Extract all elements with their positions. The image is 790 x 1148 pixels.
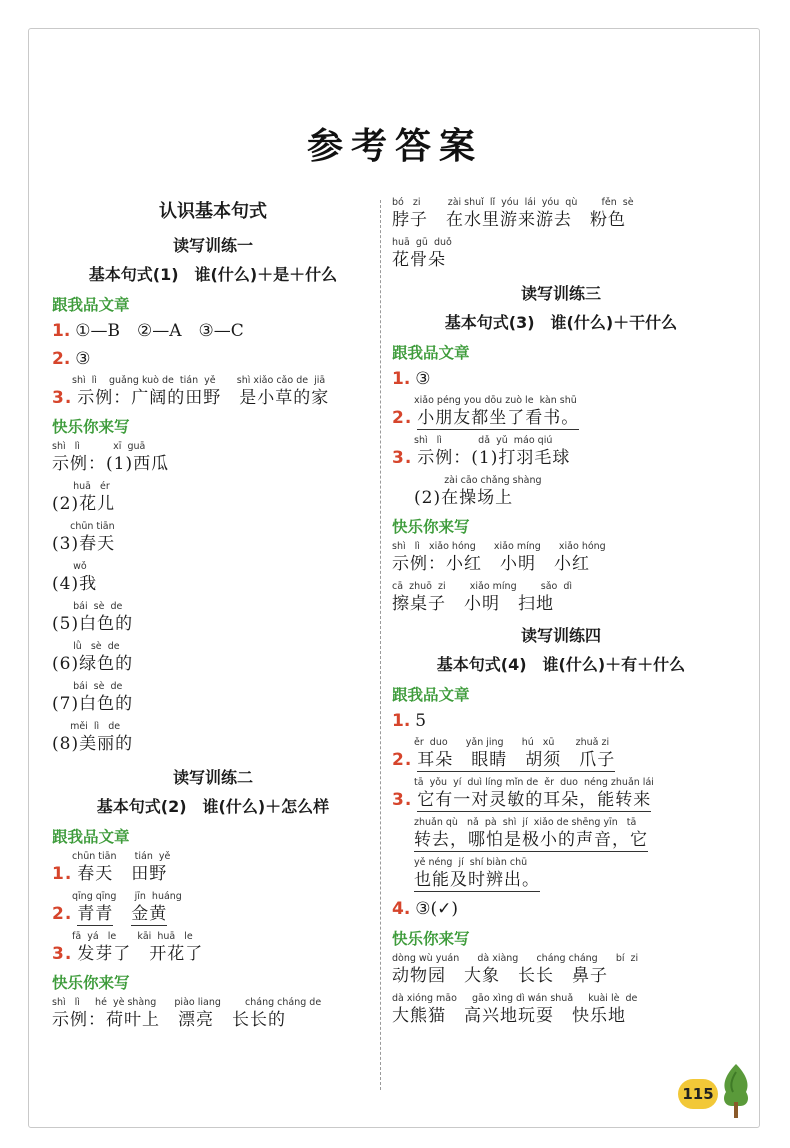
write-answer: cā zhuō zi xiǎo míng sǎo dì 擦桌子 小明 扫地 — [392, 581, 573, 614]
write-answer: měi lì de (8)美丽的 — [52, 721, 134, 754]
answer-2: xiǎo péng you dōu zuò le kàn shū 2. 小朋友都坐了看书。 — [392, 395, 580, 428]
write-answer: chūn tiān (3)春天 — [52, 521, 116, 554]
write-answer: shì lì xiǎo hóng xiǎo míng xiǎo hóng 示例：小红 小明 小红 — [392, 541, 606, 574]
answer-3b: zài cāo chǎng shàng (2)在操场上 — [414, 475, 542, 508]
answer-1: 1. 5 — [392, 711, 427, 731]
answer-3-cont: zhuǎn qù nǎ pà shì jí xiǎo de shēng yīn tā 转去，哪怕是极小的声音，它 — [414, 817, 648, 850]
exercise-title: 读写训练三 — [520, 284, 601, 303]
section-heading-read: 跟我品文章 — [52, 296, 130, 314]
write-answer: wǒ (4)我 — [52, 561, 98, 594]
section-heading-write: 快乐你来写 — [392, 518, 470, 536]
left-column — [52, 195, 374, 1037]
section-heading-write: 快乐你来写 — [52, 974, 130, 992]
write-answer: huā ér (2)花儿 — [52, 481, 116, 514]
write-answer: dà xióng māo gāo xìng dì wán shuǎ kuài lè de 大熊猫 高兴地玩耍 快乐地 — [392, 993, 638, 1026]
answer-3: shì lì dǎ yǔ máo qiú 3. 示例：(1)打羽毛球 — [392, 435, 571, 468]
answer-4: 4. ③(✓) — [392, 899, 459, 919]
carry-over-answer: huā gū duǒ 花骨朵 — [392, 237, 452, 270]
exercise-title: 读写训练二 — [172, 768, 253, 787]
write-answer: dòng wù yuán dà xiàng cháng cháng bí zi 动物园 大象 长长 鼻子 — [392, 953, 639, 986]
tree-icon — [718, 1062, 754, 1120]
write-answer: bái sè de (5)白色的 — [52, 601, 134, 634]
answer-3: fā yá le kāi huā le 3. 发芽了 开花了 — [52, 931, 204, 964]
answer-1: 1. ③ — [392, 369, 431, 389]
sentence-pattern: 基本句式(2) 谁(什么)＋怎么样 — [96, 797, 330, 816]
page-title: 参考答案 — [306, 126, 483, 167]
section-heading-read: 跟我品文章 — [392, 686, 470, 704]
section-heading-read: 跟我品文章 — [52, 828, 130, 846]
carry-over-answer: bó zi zài shuǐ lǐ yóu lái yóu qù fěn sè 脖子 在水里游来游去 粉色 — [392, 197, 634, 230]
write-answer: shì lì xī guā 示例：(1)西瓜 — [52, 441, 170, 474]
answer-3: shì lì guǎng kuò de tián yě shì xiǎo cǎo de jiā 3. 示例：广阔的田野 是小草的家 — [52, 375, 330, 408]
answer-2: qīng qīng jīn huáng 2. 青青 金黄 — [52, 891, 182, 924]
section-heading-write: 快乐你来写 — [52, 418, 130, 436]
section-heading-read: 跟我品文章 — [392, 344, 470, 362]
page-number: 115 — [678, 1079, 718, 1109]
answer-3: tā yǒu yí duì líng mǐn de ěr duo néng zhuǎn lái 3. 它有一对灵敏的耳朵，能转来 — [392, 777, 654, 810]
answer-2: ěr duo yǎn jing hú xū zhuǎ zi 2. 耳朵 眼睛 胡须 爪子 — [392, 737, 616, 770]
write-answer: bái sè de (7)白色的 — [52, 681, 134, 714]
write-answer: lǜ sè de (6)绿色的 — [52, 641, 134, 674]
right-column — [392, 195, 730, 1033]
sentence-pattern: 基本句式(1) 谁(什么)＋是＋什么 — [88, 265, 338, 284]
write-answer: shì lì hé yè shàng piào liang cháng cháng de 示例：荷叶上 漂亮 长长的 — [52, 997, 322, 1030]
exercise-title: 读写训练一 — [172, 236, 253, 255]
exercise-title: 读写训练四 — [520, 626, 601, 645]
answer-2: 2. ③ — [52, 349, 91, 369]
section-heading-write: 快乐你来写 — [392, 930, 470, 948]
sentence-pattern: 基本句式(4) 谁(什么)＋有＋什么 — [436, 655, 686, 674]
column-divider — [380, 200, 381, 1090]
answer-3-cont: yě néng jí shí biàn chū 也能及时辨出。 — [414, 857, 540, 890]
unit-title: 认识基本句式 — [159, 201, 267, 222]
answer-1: 1. ①—B ②—A ③—C — [52, 321, 244, 341]
answer-1: chūn tiān tián yě 1. 春天 田野 — [52, 851, 171, 884]
sentence-pattern: 基本句式(3) 谁(什么)＋干什么 — [444, 313, 678, 332]
